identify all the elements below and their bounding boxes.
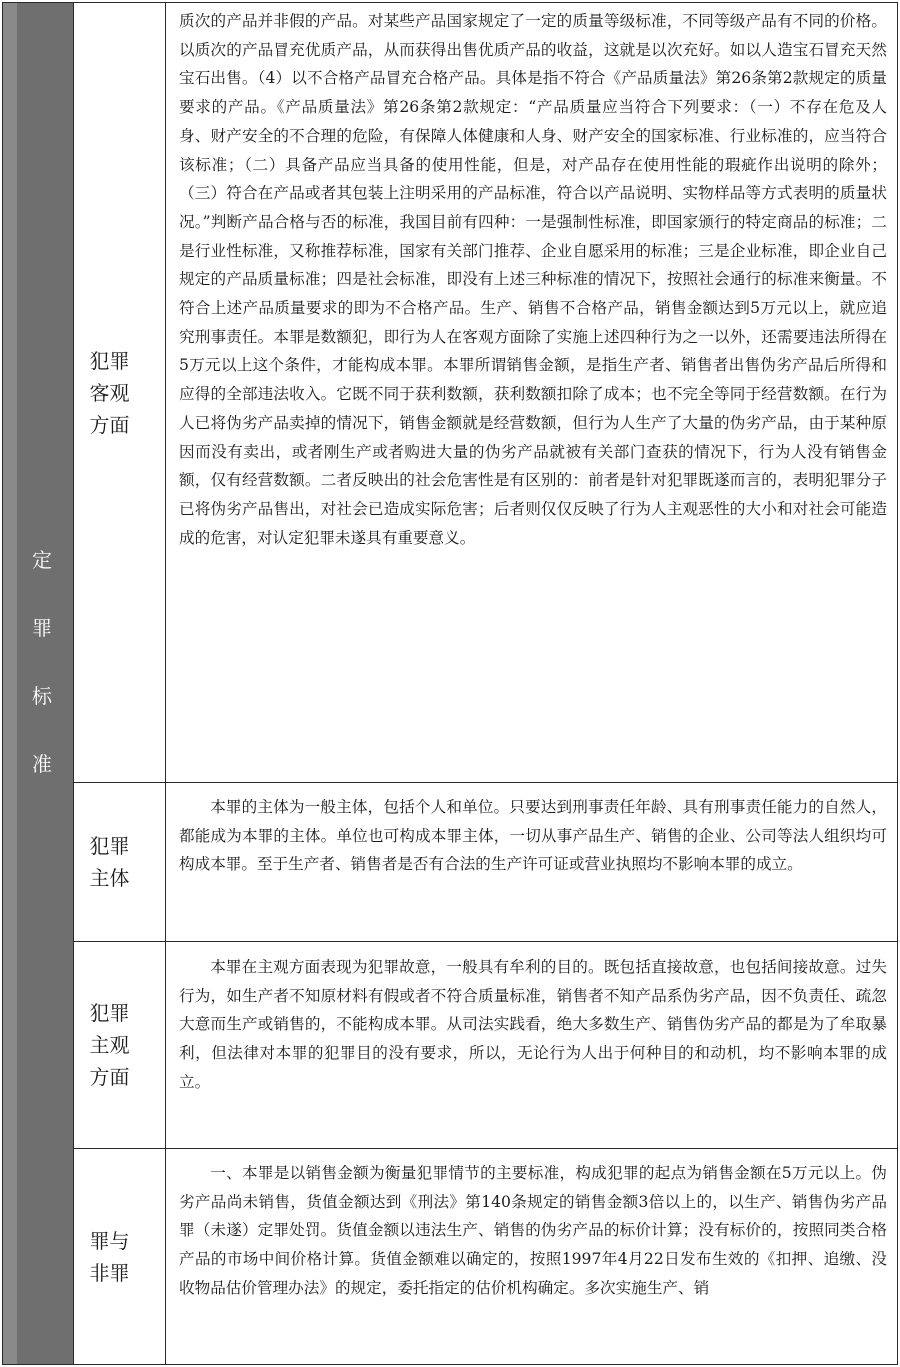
paragraph: 质次的产品并非假的产品。对某些产品国家规定了一定的质量等级标准，不同等级产品有不同的价格。以质次的产品冒充优质产品，从而获得出售优质产品的收益，这就是以次充好。如以人造宝石冒充天然宝石出售。（4）以不合格产品冒充合格产品。具体是指不符合《产品质量法》第26条第2款规定的质量要求的产品。《产品质量法》第26条第2款规定：“产品质量应当符合下列要求：（一）不存在危及人身、财产安全的不合理的危险，有保障人体健康和人身、财产安全的国家标准、行业标准的，应当符合该标准；（二）具备产品应当具备的使用性能，但是，对产品存在使用性能的瑕疵作出说明的除外；（三）符合在产品或者其包装上注明采用的产品标准，符合以产品说明、实物样品等方式表明的质量状况。”判断产品合格与否的标准，我国目前有四种：一是强制性标准，即国家颁行的特定商品的标准；二是行业性标准，又称推荐标准，国家有关部门推荐、企业自愿采用的标准；三是企业标准，即企业自己规定的产品质量标准；四是社会标准，即没有上述三种标准的情况下，按照社会通行的标准来衡量。不符合上述产品质量要求的即为不合格产品。生产、销售不合格产品，销售金额达到5万元以上，就应追究刑事责任。本罪是数额犯，即行为人在客观方面除了实施上述四种行为之一以外，还需要违法所得在5万元以上这个条件，才能构成本罪。本罪所谓销售金额，是指生产者、销售者出售伪劣产品后所得和应得的全部违法收入。它既不同于获利数额，获利数额扣除了成本；也不完全等同于经营数额。在行为人已将伪劣产品卖掉的情况下，销售金额就是经营数额，但行为人生产了大量的伪劣产品，由于某种原因而没有卖出，或者刚生产或者购进大量的伪劣产品就被有关部门查获的情况下，行为人没有销售金额，仅有经营数额。二者反映出的社会危害性是有区别的：前者是针对犯罪既遂而言的，表明犯罪分子已将伪劣产品售出，对社会已造成实际危害；后者则仅仅反映了行为人主观恶性的大小和对社会可能造成的危害，对认定犯罪未遂具有重要意义。 bbox=[179, 12, 887, 547]
side-category-band bbox=[3, 3, 74, 1364]
row-content-crime-or-not bbox=[166, 1159, 897, 1364]
row-label-objective bbox=[74, 3, 166, 782]
label-line: 犯罪 bbox=[89, 348, 130, 373]
side-label-char-2: 罪 bbox=[32, 616, 52, 640]
row-label-objective-text bbox=[90, 345, 150, 441]
row-content-subject bbox=[166, 793, 897, 941]
paragraph: 本罪在主观方面表现为犯罪故意，一般具有牟利的目的。既包括直接故意，也包括间接故意。过失行为，如生产者不知原材料有假或者不符合质量标准，销售者不知产品系伪劣产品，因不负责任、疏忽大意而生产或销售的，不能构成本罪。从司法实践看，绝大多数生产、销售伪劣产品的都是为了牟取暴利，但法律对本罪的犯罪目的没有要求，所以，无论行为人出于何种目的和动机，均不影响本罪的成立。 bbox=[179, 958, 887, 1091]
row-divider bbox=[74, 1148, 897, 1149]
row-divider bbox=[74, 941, 897, 942]
row-divider bbox=[74, 782, 897, 783]
label-line: 客观 bbox=[89, 380, 130, 405]
row-label-subject-text bbox=[90, 830, 150, 894]
label-line: 犯罪 bbox=[89, 1001, 130, 1025]
label-line: 犯罪 bbox=[89, 834, 130, 858]
label-line: 罪与 bbox=[89, 1228, 130, 1253]
side-label-char-1: 定 bbox=[32, 548, 52, 572]
label-line: 方面 bbox=[89, 1065, 130, 1089]
row-label-crime-or-not-text bbox=[90, 1225, 150, 1289]
paragraph: 一、本罪是以销售金额为衡量犯罪情节的主要标准，构成犯罪的起点为销售金额在5万元以上。伪劣产品尚未销售，货值金额达到《刑法》第140条规定的销售金额3倍以上的，以生产、销售伪劣产品罪（未遂）定罪处罚。货值金额以违法生产、销售的伪劣产品的标价计算；没有标价的，按照同类合格产品的市场中间价格计算。货值金额难以确定的，按照1997年4月22日发布生效的《扣押、追缴、没收物品估价管理办法》的规定，委托指定的估价机构确定。多次实施生产、销 bbox=[179, 1164, 887, 1297]
label-line: 非罪 bbox=[89, 1260, 130, 1285]
row-label-crime-or-not bbox=[74, 1149, 166, 1364]
side-label-char-4: 准 bbox=[32, 752, 52, 776]
document-table bbox=[2, 2, 898, 1365]
row-content-objective bbox=[166, 7, 897, 782]
band-edge-strip bbox=[3, 3, 17, 1364]
label-line: 主观 bbox=[89, 1033, 130, 1057]
label-line: 主体 bbox=[89, 866, 130, 890]
paragraph: 本罪的主体为一般主体，包括个人和单位。只要达到刑事责任年龄、具有刑事责任能力的自然人，都能成为本罪的主体。单位也可构成本罪主体，一切从事产品生产、销售的企业、公司等法人组织均可构成本罪。至于生产者、销售者是否有合法的生产许可证或营业执照均不影响本罪的成立。 bbox=[179, 798, 887, 874]
row-label-subject bbox=[74, 783, 166, 941]
row-label-subjective bbox=[74, 942, 166, 1148]
row-label-subjective-text bbox=[90, 997, 150, 1093]
side-label-char-3: 标 bbox=[32, 684, 52, 708]
label-line: 方面 bbox=[89, 412, 130, 437]
row-content-subjective bbox=[166, 953, 897, 1148]
